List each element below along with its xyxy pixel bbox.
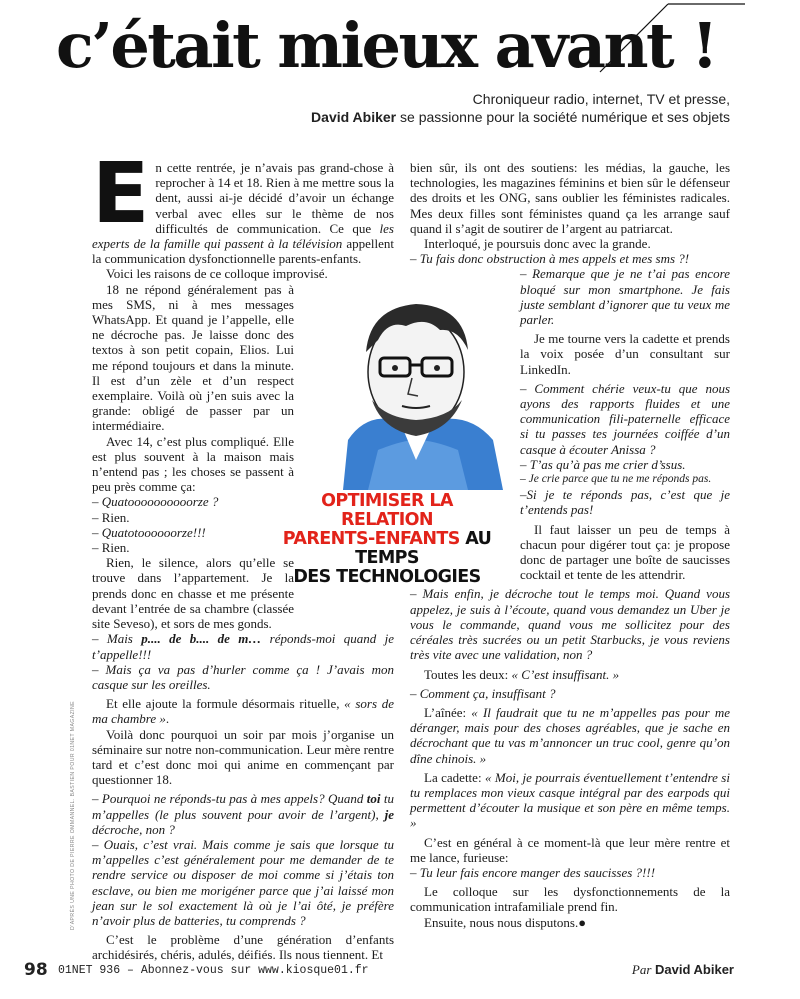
dialogue-line: – Remarque que je ne t’ai pas encore bloqué sur mon smartphone. Je fais juste semblant d’ignorer que tu veux me parler. bbox=[520, 266, 730, 328]
dialogue-line: – Pourquoi ne réponds-tu pas à mes appels? Quand toi tu m’appelles (le plus souvent pour avoir de l’argent), je décroche, non ? bbox=[92, 791, 394, 837]
feature-title-line-1: OPTIMISER LA RELATION bbox=[321, 491, 453, 530]
paragraph: Voici les raisons de ce colloque improvisé. bbox=[106, 266, 328, 282]
column-headline: c’était mieux avant ! bbox=[56, 9, 716, 82]
paragraph: Et elle ajoute la formule désormais rituelle, « sors de ma chambre ». bbox=[92, 696, 394, 727]
dialogue-line: – Mais ça va pas d’hurler comme ça ! J’avais mon casque sur les oreilles. bbox=[92, 661, 394, 692]
dialogue-line: – Mais p.... de b.... de m… réponds-moi quand je t’appelle!!! bbox=[92, 631, 394, 662]
dialogue-line: – Quatoooooooooorze ? bbox=[92, 494, 219, 510]
photo-credit: D’APRÈS UNE PHOTO DE PIERRE OMMANNEL. BASTIEN POUR 01NET MAGAZINE bbox=[70, 700, 76, 930]
paragraph: Rien, le silence, alors qu’elle se trouve dans l’appartement. Je la prends donc en chasse et me présente devant l’entrée de sa chambre (classée site Seveso), et sors de mes gonds. bbox=[92, 555, 294, 632]
dialogue-line: – Je crie parce que tu ne me réponds pas. bbox=[520, 473, 712, 486]
author-deck bbox=[290, 90, 730, 126]
dialogue-line: – Rien. bbox=[92, 540, 130, 556]
feature-title-line-2: PARENTS-ENFANTS AU TEMPS bbox=[282, 529, 492, 568]
paragraph: L’aînée: « Il faudrait que tu ne m’appelles pas pour me déranger, mais pour des choses agréables, que je sache en décrochant que tu vas m’annoncer un truc cool, genre qu’on dîne chinois. » bbox=[410, 704, 730, 766]
page-number: 98 bbox=[24, 960, 48, 980]
paragraph: Ensuite, nous nous disputons.● bbox=[424, 914, 587, 930]
dialogue-line: – T’as qu’à pas me crier d’ssus. bbox=[520, 456, 686, 472]
feature-title bbox=[282, 492, 492, 587]
paragraph: Le colloque sur les dysfonctionnements de la communication intrafamiliale prend fin. bbox=[410, 884, 730, 915]
author-portrait-image bbox=[308, 290, 523, 490]
paragraph: Toutes les deux: « C’est insuffisant. » bbox=[424, 666, 620, 682]
deck-line-1: Chroniqueur radio, internet, TV et presse, bbox=[472, 91, 730, 107]
footer-byline: Par David Abiker bbox=[631, 962, 734, 977]
paragraph: Avec 14, c’est plus compliqué. Elle est plus souvent à la maison mais n’entend pas ; les choses se passent à peu près comme ça: bbox=[92, 433, 294, 495]
paragraph: Interloqué, je poursuis donc avec la grande. bbox=[424, 236, 651, 252]
dialogue-line: –Si je te réponds pas, c’est que je t’entends pas! bbox=[520, 487, 730, 518]
dialogue-line: – Rien. bbox=[92, 509, 130, 525]
footer-subscription-text: 01NET 936 – Abonnez-vous sur www.kiosque01.fr bbox=[58, 964, 369, 977]
dialogue-line: – Quatotoooooorze!!! bbox=[92, 524, 206, 540]
paragraph: Voilà donc pourquoi un soir par mois j’organise un séminaire sur notre non-communication. Leur mère rentre tard et c’est donc moi qui anime en commençant par questionner 18. bbox=[92, 726, 394, 788]
deck-line-2: David Abiker se passionne pour la société numérique et ses objets bbox=[311, 109, 730, 125]
deck-author: David Abiker bbox=[311, 109, 397, 125]
dialogue-line: – Tu fais donc obstruction à mes appels et mes sms ?! bbox=[410, 251, 690, 267]
paragraph: bien sûr, ils ont des soutiens: les médias, la gauche, les technologies, les magazines féminins et bien sûr le défenseur des droits et les ONG, sans oublier les féministes radicales. Mes deux filles sont féministes quand ça les arrange sauf quand il s’agit de soutirer de l’argent au patriarcat. bbox=[410, 160, 730, 236]
drop-cap: E bbox=[92, 144, 150, 242]
dialogue-line: – Tu leur fais encore manger des saucisses ?!!! bbox=[410, 864, 656, 880]
paragraph: C’est le problème d’une génération d’enfants archidésirés, chéris, adulés, déifiés. Ils nous tiennent. Et bbox=[92, 932, 394, 963]
dialogue-line: – Ouais, c’est vrai. Mais comme je sais que lorsque tu m’appelles c’est généralement pour me demander de te rendre service ou disposer de moi comme si j’étais ton esclave, ou bien me morigéner parce que j’ai laissé mon jean sur le sol exactement là où je l’ai ôté, je préfère n’avoir plus de batteries, tu comprends ? bbox=[92, 836, 394, 928]
paragraph-intro: En cette rentrée, je n’avais pas grand-chose à reprocher à 14 et 18. Rien à me mettre sous la dent, aussi ai-je décidé d’avoir un échange verbal avec elles sur le thème de nos difficultés de communication. Ce que les experts de la famille qui passent à la télévision appellent la communication dysfonctionnelle parents-enfants. bbox=[92, 144, 394, 267]
dialogue-line: – Mais enfin, je décroche tout le temps moi. Quand vous appelez, je suis à l’écoute, quand vous demandez un Uber je vous le commande, quand vous me sollicitez pour des céréales très sucrées ou un petit Starbucks, je vous reviens très vite avec une validation, non ? bbox=[410, 586, 730, 663]
dialogue-line: – Comment ça, insuffisant ? bbox=[410, 685, 556, 701]
dialogue-line: – Comment chérie veux-tu que nous ayons des rapports fluides et une communication fili-paternelle efficace si tu passes tes journées coiffée d’un casque à écouter Anissa ? bbox=[520, 380, 730, 457]
paragraph: La cadette: « Moi, je pourrais éventuellement t’entendre si tu remplaces mon vieux casque intégral par des earpods qui permettent d’écouter la musique et son père en même temps. » bbox=[410, 769, 730, 831]
paragraph: 18 ne répond généralement pas à mes SMS, ni à mes messages WhatsApp. Et quand je l’appelle, elle ne décroche pas. Je laisse donc des textos à son petit copain, Elios. Lui me répond toujours et dans la minute. Il est d’un zèle et d’un respect exemplaire. Voilà où j’en suis avec la grande: obligé de passer par un intermédiaire. bbox=[92, 281, 294, 434]
paragraph: Il faut laisser un peu de temps à chacun pour digérer tout ça: je propose donc de partager une boîte de saucisses cocktail et tente de les attendrir. bbox=[520, 521, 730, 583]
paragraph: Je me tourne vers la cadette et prends la voix posée d’un consultant sur LinkedIn. bbox=[520, 331, 730, 377]
paragraph: C’est en général à ce moment-là que leur mère rentre et me lance, furieuse: bbox=[410, 834, 730, 865]
page-footer bbox=[24, 960, 734, 980]
feature-title-line-3: DES TECHNOLOGIES bbox=[293, 567, 481, 587]
